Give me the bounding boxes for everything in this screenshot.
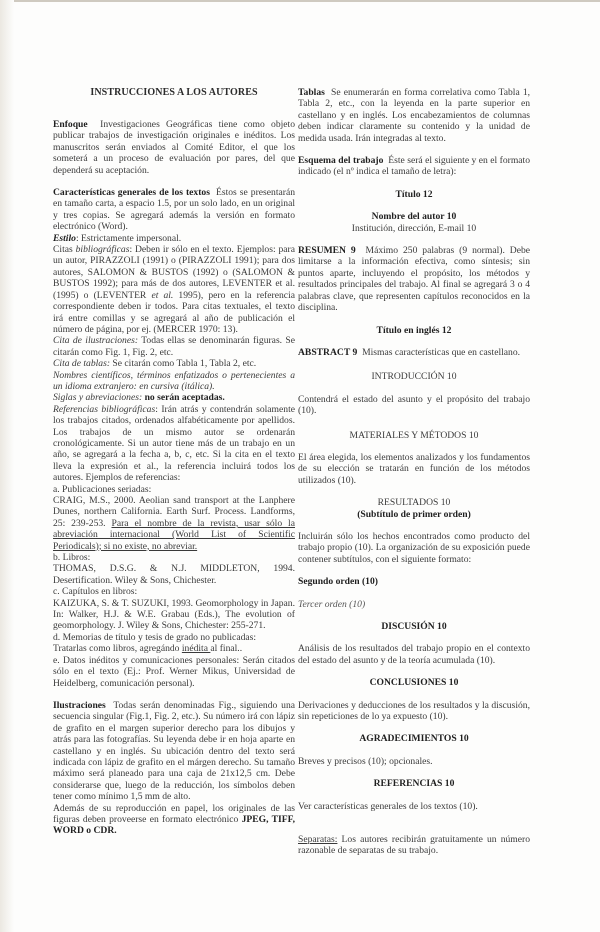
conclusiones-heading: CONCLUSIONES 10 bbox=[369, 677, 459, 689]
estilo-label: Estilo bbox=[53, 232, 76, 244]
page-binding-shadow bbox=[0, 0, 14, 932]
ref-c-example: KAIZUKA, S. & T. SUZUKI, 1993. Geomorphology in Japan. In: Walker, H.J. & W.E. Grabau (Eds.), The evolution of geomorphology. J. Wiley & Sons, Chichester: 255-271. bbox=[53, 597, 295, 632]
cita-tablas-label: Cita de tablas: bbox=[53, 358, 111, 370]
citas-text-1: : Deben ir sólo en el texto. Ejemplos: para un autor, PIRAZZOLI (1991) o (PIRAZZOLI 1991); para dos autores, SALOMON & BUSTOS (1992) o (SALOMON & BUSTOS 1992); para más de dos autores, LEVENTER et al. (1995) o (LEVENTER bbox=[53, 244, 296, 301]
cita-ilustraciones-label: Cita de ilustraciones: bbox=[53, 335, 139, 347]
ref-a-example bbox=[53, 495, 295, 552]
discusion-heading: DISCUSIÓN 10 bbox=[381, 621, 447, 632]
citas-etal: et al. bbox=[151, 289, 174, 301]
citas-italic: bibliográficas bbox=[75, 244, 130, 256]
caracteristicas-label: Características generales de los textos bbox=[53, 187, 210, 199]
cita-tablas-line bbox=[53, 358, 295, 369]
nombres-cientificos-text: Nombres científicos, términos enfatizados o pertenecientes a un idioma extranjero: en cursiva (itálica). bbox=[53, 369, 295, 392]
referencias-text: Ver características generales de los textos (10). bbox=[298, 800, 478, 812]
tablas-label: Tablas bbox=[298, 87, 325, 98]
enfoque-label: Enfoque bbox=[53, 119, 88, 130]
esquema-paragraph bbox=[298, 155, 530, 178]
estilo-line bbox=[53, 233, 295, 244]
ref-d-label: d. Memorias de título y tesis de grado no publicadas: bbox=[53, 631, 257, 643]
ilustraciones-text: Todas serán denominadas Fig., siguiendo una secuencia singular (Fig.1, Fig. 2, etc.). Su número irá con lápiz de grafito en el margen superior derecho para los dibujos y atrás para las fotografías. Su leyenda debe ir en hoja aparte en castellano y en inglés. Su ubicación dentro del texto será indicada con lápiz de grafito en el márgen derecho. Su tamaño máximo será planeado para una caja de 21x12,5 cm. Debe considerarse que, luego de la reducción, los símbolos deben tener como mínimo 1,5 mm de alto. bbox=[53, 699, 295, 803]
materiales-text: El área elegida, los elementos analizados y los fundamentos de su elección se tratarán en función de los métodos utilizados (10). bbox=[298, 451, 530, 486]
discusion-text: Análisis de los resultados del trabajo propio en el contexto del estado del asunto y de la teoría acumulada (10). bbox=[298, 643, 530, 666]
enfoque-paragraph bbox=[53, 119, 295, 176]
abstract-text: Mismas características que en castellano. bbox=[362, 346, 521, 358]
resumen-paragraph bbox=[298, 245, 530, 313]
tablas-paragraph bbox=[298, 87, 530, 144]
introduccion-text: Contendrá el estado del asunto y el propósito del trabajo (10). bbox=[298, 393, 530, 417]
referencias-heading: REFERENCIAS 10 bbox=[373, 778, 455, 790]
caracteristicas-paragraph bbox=[53, 187, 295, 233]
siglas-text: no serán aceptadas. bbox=[142, 392, 225, 404]
separatas-paragraph bbox=[298, 834, 530, 857]
right-column bbox=[298, 0, 530, 857]
separatas-text: Los autores recibirán gratuitamente un número razonable de separatas de su trabajo. bbox=[298, 834, 530, 857]
conclusiones-text: Derivaciones y deducciones de los resultados y la discusión, sin repeticiones de lo ya expuesto (10). bbox=[298, 699, 530, 723]
enfoque-text: Investigaciones Geográficas tiene como objeto publicar trabajos de investigación originales e inéditos. Los manuscritos serán enviados al Comité Editor, el que los someterá a un proceso de evaluación por pares, del que dependerá su aceptación. bbox=[53, 119, 295, 176]
page-title: INSTRUCCIONES A LOS AUTORES bbox=[90, 87, 258, 98]
referencias-paragraph bbox=[53, 404, 295, 484]
esquema-text: Éste será el siguiente y en el formato indicado (el nº indica el tamaño de letra): bbox=[298, 155, 531, 178]
agradecimientos-heading: AGRADECIMIENTOS 10 bbox=[359, 733, 469, 745]
caracteristicas-text: Éstos se presentarán en tamaño carta, a espacio 1.5, por un solo lado, en un original y tres copias. Se agregará además la versión en formato electrónico (Word). bbox=[53, 187, 295, 233]
agradecimientos-text: Breves y precisos (10); opcionales. bbox=[298, 755, 433, 767]
abstract-label: ABSTRACT 9 bbox=[298, 346, 358, 358]
resultados-heading: RESULTADOS 10 bbox=[377, 497, 451, 509]
ref-d-text-1: Tratarlas como libros, agregándo bbox=[53, 643, 182, 655]
tercer-orden-heading: Tercer orden (10) bbox=[298, 598, 366, 610]
citas-prefix: Citas bbox=[53, 244, 76, 256]
titulo-heading: Título 12 bbox=[395, 188, 433, 200]
referencias-label: Referencias bibliográficas bbox=[53, 403, 156, 415]
cita-tablas-text: Se citarán como Tabla 1, Tabla 2, etc. bbox=[110, 358, 257, 370]
ref-d-text bbox=[53, 643, 295, 654]
ilustraciones-paragraph bbox=[53, 700, 295, 803]
institucion-line: Institución, dirección, E-mail 10 bbox=[351, 222, 477, 234]
ilustraciones-text-2: Además de su reproducción en papel, los originales de las figuras deben proveerse en formato electrónico bbox=[53, 802, 295, 825]
autor-heading: Nombre del autor 10 bbox=[371, 211, 457, 223]
ref-e-text: e. Datos inéditos y comunicaciones personales: Serán citados sólo en el texto (Ej.: Prof. Werner Mikus, Universidad de Heidelberg, comunicación personal). bbox=[53, 654, 295, 689]
cita-ilustraciones-text: Todas ellas se denominarán figuras. Se citarán como Fig. 1, Fig. 2, etc. bbox=[53, 335, 296, 358]
resultados-text: Incluirán sólo los hechos encontrados como producto del trabajo propio (10). La organización de su exposición puede contener subtítulos, con el siguiente formato: bbox=[298, 530, 530, 565]
esquema-label: Esquema del trabajo bbox=[298, 155, 384, 167]
siglas-line bbox=[53, 392, 295, 403]
titulo-ingles-heading: Título en inglés 12 bbox=[376, 324, 452, 336]
citas-text-2: 1995), pero en la referencia correspondiente deben ir todos. Para citas textuales, el texto irá entre comillas y se agregará al año de publicación el número de página, por ej. (MERCER 1970: 13). bbox=[53, 289, 295, 335]
ilustraciones-formats: JPEG, TIFF, WORD o CDR. bbox=[53, 813, 296, 837]
estilo-text: : Estrictamente impersonal. bbox=[75, 232, 182, 244]
ref-c-label: c. Capítulos en libros: bbox=[53, 586, 138, 598]
ref-d-text-2: al final.. bbox=[210, 643, 243, 655]
ref-d-underlined: inédita bbox=[181, 643, 211, 655]
ref-a-note: Para el nombre de la revista, usar sólo la abreviación internacional (World List of Scientific Periodicals); si no existe, no abreviar. bbox=[53, 517, 295, 552]
referencias-text: : Irán atrás y contendrán solamente los trabajos citados, ordenados alfabéticamente por apellidos. Los trabajos de un mismo autor se ordenarán cronológicamente. Si un autor tiene más de un trabajo en un año, se agregará a la fecha a, b, c, etc. Si la cita en el texto lleva la expresión et al., la referencia incluirá todos los autores. Ejemplos de referencias: bbox=[53, 403, 295, 484]
siglas-label: Siglas y abreviaciones: bbox=[53, 392, 143, 404]
left-column bbox=[53, 0, 295, 837]
abstract-paragraph bbox=[298, 347, 530, 358]
ref-b-label: b. Libros: bbox=[53, 552, 91, 564]
nombres-cientificos-line bbox=[53, 370, 295, 393]
ref-a-label: a. Publicaciones seriadas: bbox=[53, 483, 152, 495]
resultados-subheading: (Subtítulo de primer orden) bbox=[357, 508, 471, 520]
resumen-text: Máximo 250 palabras (9 normal). Debe limitarse a la información efectiva, como síntesis; sin puntos aparte, incluyendo el propósito, los métodos y resultados principales del trabajo. Al final se agregará 3 o 4 palabras clave, que representen capítulos reconocidos en la disciplina. bbox=[298, 245, 531, 314]
ilustraciones-label: Ilustraciones bbox=[53, 699, 106, 711]
ilustraciones-paragraph-2 bbox=[53, 803, 295, 837]
separatas-label: Separatas: bbox=[298, 834, 338, 846]
cita-ilustraciones-line bbox=[53, 335, 295, 358]
citas-paragraph bbox=[53, 244, 295, 335]
tablas-text: Se enumerarán en forma correlativa como Tabla 1, Tabla 2, etc., con la leyenda en la parte superior en castellano y en inglés. Los encabezamientos de columnas deben indicar claramente su contenido y la unidad de medida usada. Irán integradas al texto. bbox=[298, 87, 531, 144]
materiales-heading: MATERIALES Y MÉTODOS 10 bbox=[349, 429, 479, 441]
introduccion-heading: INTRODUCCIÓN 10 bbox=[371, 371, 457, 383]
segundo-orden-heading: Segundo orden (10) bbox=[298, 576, 378, 588]
resumen-label: RESUMEN 9 bbox=[298, 245, 356, 257]
ref-a-example-text: CRAIG, M.S., 2000. Aeolian sand transport at the Lanphere Dunes, northern California. Earth Surf. Process. Landforms, 25: 239-253. bbox=[53, 495, 295, 529]
ref-b-example: THOMAS, D.S.G. & N.J. MIDDLETON, 1994. Desertification. Wiley & Sons, Chichester. bbox=[53, 563, 295, 586]
